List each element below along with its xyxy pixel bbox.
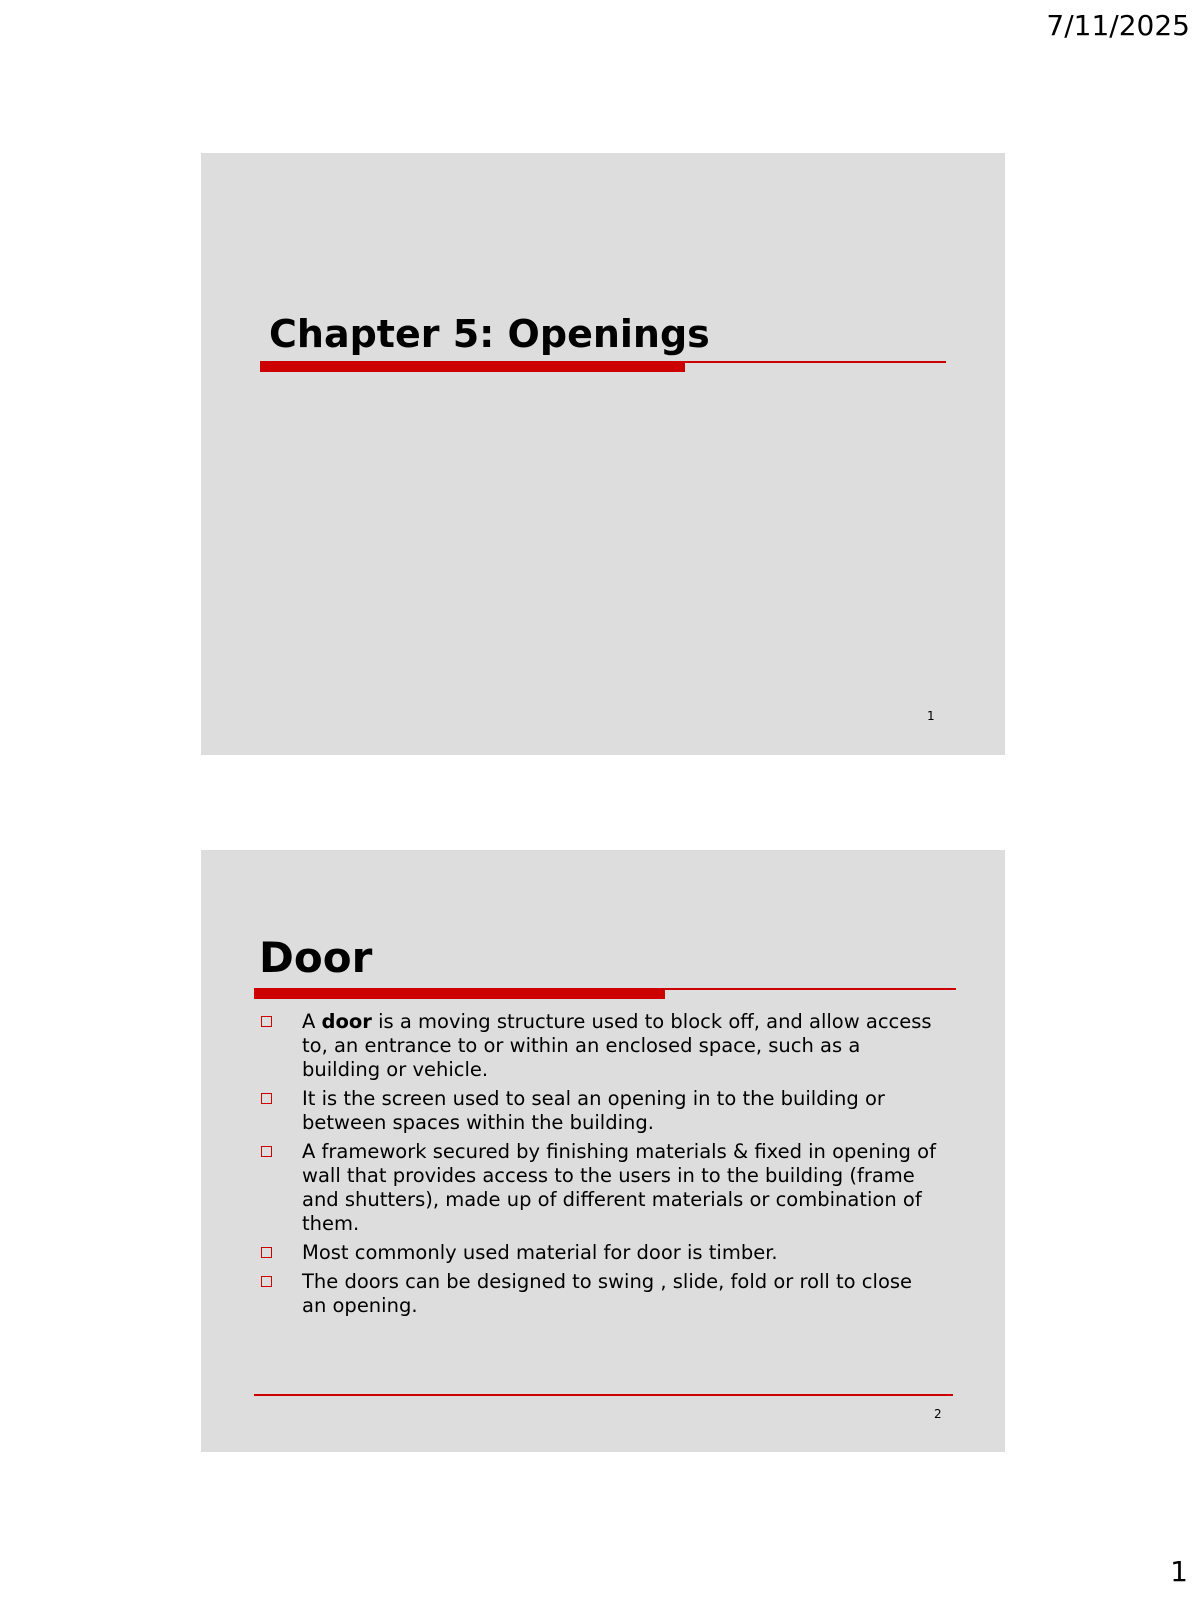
list-item (259, 1241, 939, 1265)
page-number: 1 (1170, 1555, 1188, 1588)
bullet-text: It is the screen used to seal an opening in to the building or between spaces within the building. (302, 1087, 885, 1134)
list-item (259, 1270, 939, 1318)
title-underline-thick (254, 989, 665, 999)
bullet-text: A door is a moving structure used to block off, and allow access to, an entrance to or within an enclosed space, such as a building or vehicle. (302, 1010, 932, 1081)
slide-2 (201, 850, 1005, 1452)
print-date: 7/11/2025 (1046, 9, 1190, 42)
bullet-text: A framework secured by finishing materials & fixed in opening of wall that provides access to the users in to the building (frame and shutters), made up of different materials or combination of them. (302, 1140, 936, 1235)
list-item (259, 1140, 939, 1236)
slide-number: 1 (927, 709, 935, 723)
title-underline-thick (260, 362, 685, 372)
bullet-text: The doors can be designed to swing , slide, fold or roll to close an opening. (302, 1270, 913, 1317)
square-bullet-icon (261, 1093, 272, 1104)
slide-title: Chapter 5: Openings (269, 312, 710, 356)
slide-number: 2 (934, 1407, 942, 1421)
list-item (259, 1087, 939, 1135)
list-item (259, 1010, 939, 1082)
bold-term: door (321, 1010, 372, 1033)
square-bullet-icon (261, 1016, 272, 1027)
square-bullet-icon (261, 1146, 272, 1157)
bullet-text: Most commonly used material for door is timber. (302, 1241, 778, 1264)
square-bullet-icon (261, 1276, 272, 1287)
footer-rule (254, 1394, 953, 1396)
slide-title: Door (259, 933, 373, 982)
square-bullet-icon (261, 1247, 272, 1258)
bullet-list (259, 1010, 939, 1323)
slide-1 (201, 153, 1005, 755)
